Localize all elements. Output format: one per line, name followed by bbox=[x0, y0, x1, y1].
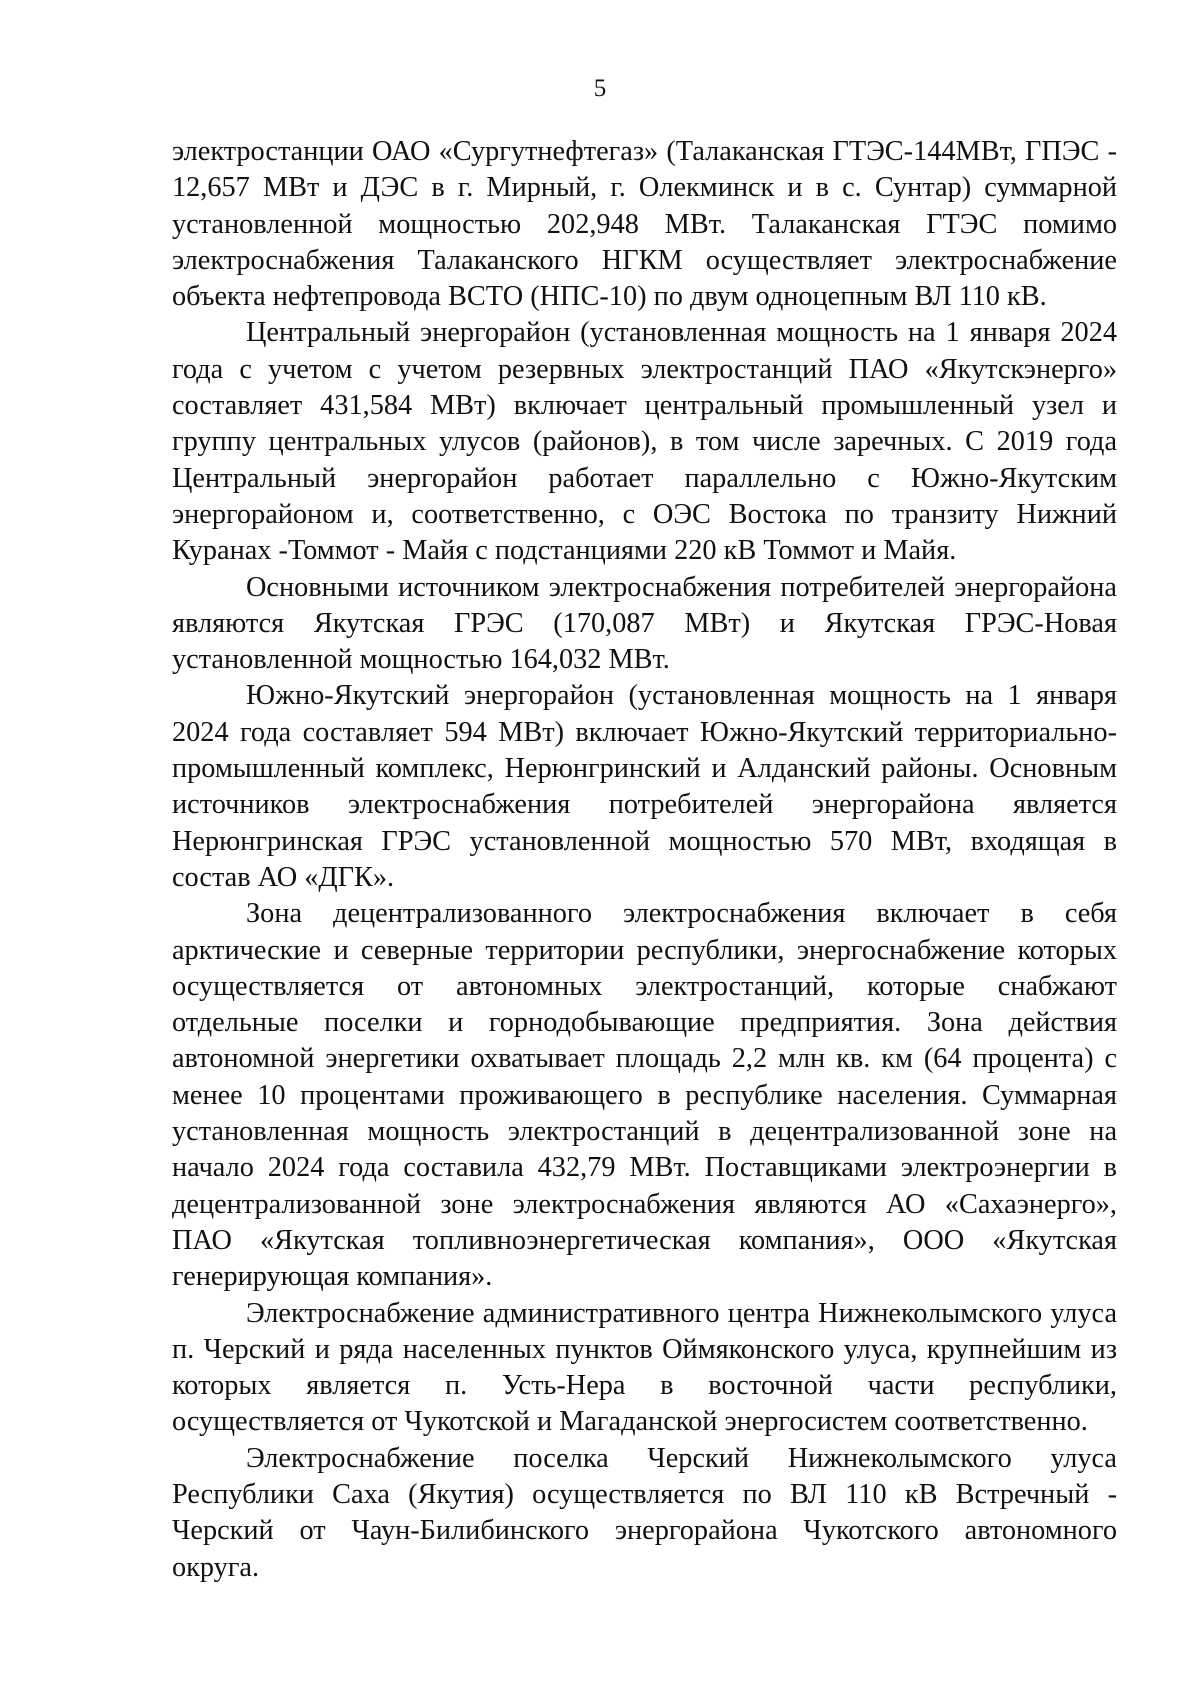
paragraph-chersky-supply: Электроснабжение поселка Черский Нижнеколымского улуса Республики Саха (Якутия) осуществляется по ВЛ 110 кВ Встречный - Черский от Чаун-Билибинского энергорайона Чукотского автономного округа. bbox=[172, 1442, 1117, 1583]
document-body bbox=[172, 134, 1117, 1586]
paragraph-main-sources: Основными источником электроснабжения потребителей энергорайона являются Якутская ГРЭС (170,087 МВт) и Якутская ГРЭС-Новая установленной мощностью 164,032 МВт. bbox=[172, 571, 1117, 676]
paragraph-central-energy-district: Центральный энергорайон (установленная мощность на 1 января 2024 года с учетом с учетом резервных электростанций ПАО «Якутскэнерго» составляет 431,584 МВт) включает центральный промышленный узел и группу центральных улусов (районов), в том числе заречных. С 2019 года Центральный энергорайон работает параллельно с Южно-Якутским энергорайоном и, соответственно, с ОЭС Востока по транзиту Нижний Куранах -Томмот - Майя с подстанциями 220 кВ Томмот и Майя. bbox=[172, 317, 1117, 567]
paragraph-nizhnekolymsk-supply: Электроснабжение административного центра Нижнеколымского улуса п. Черский и ряда населенных пунктов Оймяконского улуса, крупнейшим из которых является п. Усть-Нера в восточной части республики, осуществляется от Чукотской и Магаданской энергосистем соответственно. bbox=[172, 1297, 1117, 1438]
page-number: 5 bbox=[593, 75, 607, 102]
paragraph-south-yakutsk-district: Южно-Якутский энергорайон (установленная мощность на 1 января 2024 года составляет 594 МВт) включает Южно-Якутский территориально-промышленный комплекс, Нерюнгринский и Алданский районы. Основным источников электроснабжения потребителей энергорайона является Нерюнгринская ГРЭС установленной мощностью 570 МВт, входящая в состав АО «ДГК». bbox=[172, 680, 1117, 893]
paragraph-continuation: электростанции ОАО «Сургутнефтегаз» (Талаканская ГТЭС-144МВт, ГПЭС - 12,657 МВт и ДЭС в г. Мирный, г. Олекминск и в с. Сунтар) суммарной установленной мощностью 202,948 МВт. Талаканская ГТЭС помимо электроснабжения Талаканского НГКМ осуществляет электроснабжение объекта нефтепровода ВСТО (НПС-10) по двум одноцепным ВЛ 110 кВ. bbox=[172, 136, 1117, 313]
paragraph-decentralized-zone: Зона децентрализованного электроснабжения включает в себя арктические и северные территории республики, энергоснабжение которых осуществляется от автономных электростанций, которые снабжают отдельные поселки и горнодобывающие предприятия. Зона действия автономной энергетики охватывает площадь 2,2 млн кв. км (64 процента) с менее 10 процентами проживающего в республике населения. Суммарная установленная мощность электростанций в децентрализованной зоне на начало 2024 года составила 432,79 МВт. Поставщиками электроэнергии в децентрализованной зоне электроснабжения являются АО «Сахаэнерго», ПАО «Якутская топливноэнергетическая компания», ООО «Якутская генерирующая компания». bbox=[172, 898, 1117, 1293]
